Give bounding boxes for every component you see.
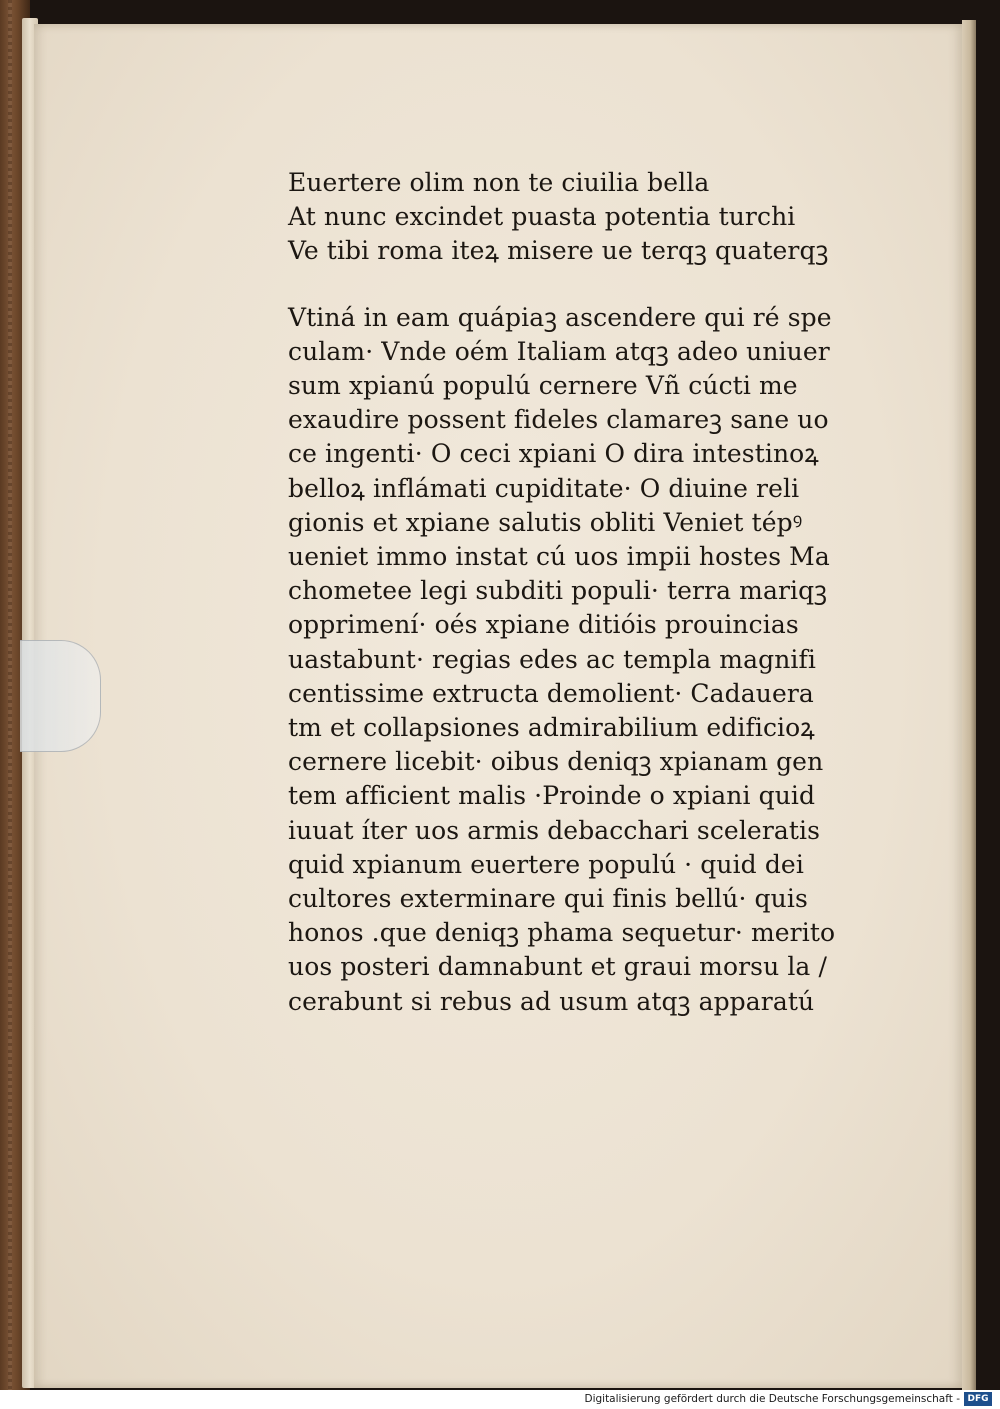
verse-line: Euertere olim non te ciuilia bella <box>288 168 710 197</box>
page-right-edge <box>962 20 976 1392</box>
prose-line: culam· Vnde oém Italiam atqꝫ adeo uniuer <box>288 336 830 366</box>
prose-paragraph <box>288 301 858 1019</box>
verse-line: At nunc excindet puasta potentia turchi <box>288 202 796 232</box>
prose-line: tem afficient malis ·Proinde o xpiani quid <box>288 781 816 811</box>
prose-line: gionis et xpiane salutis obliti Veniet tépꝰ <box>288 507 803 537</box>
prose-line: tm et collapsiones admirabilium edificioꝝ <box>288 713 815 743</box>
page-text <box>288 166 858 1019</box>
prose-line: cernere licebit· oibus deniqꝫ xpianam gen <box>288 747 824 777</box>
prose-line: cerabunt si rebus ad usum atqꝫ apparatú <box>288 986 815 1016</box>
prose-line: Vtiná in eam quápiaꝫ ascendere qui ré spe <box>288 302 832 332</box>
prose-line: opprimení· oés xpiane ditióis prouincias <box>288 610 799 640</box>
prose-line: uastabunt· regias edes ac templa magnifi <box>288 644 816 674</box>
funding-credit: Digitalisierung gefördert durch die Deutsche Forschungsgemeinschaft - <box>584 1393 960 1405</box>
prose-line: cultores exterminare qui finis bellú· quis <box>288 884 808 914</box>
prose-line: uos posteri damnabunt et graui morsu la / <box>288 952 828 982</box>
prose-line: belloꝝ inflámati cupiditate· O diuine reli <box>288 473 800 503</box>
prose-line: chometee legi subditi populi· terra mariqꝫ <box>288 576 828 606</box>
prose-line: quid xpianum euertere populú · quid dei <box>288 849 804 879</box>
prose-line: iuuat íter uos armis debacchari sceleratis <box>288 815 821 845</box>
attribution-footer <box>0 1390 1000 1409</box>
prose-line: ueniet immo instat cú uos impii hostes Ma <box>288 542 830 572</box>
prose-line: exaudire possent fideles clamareꝫ sane uo <box>288 405 829 435</box>
verse-line: Ve tibi roma iteꝝ misere ue terqꝫ quaterqꝫ <box>288 236 829 266</box>
dfg-logo: DFG <box>964 1392 992 1406</box>
verse-group <box>288 166 858 269</box>
plastic-page-clip <box>20 640 101 752</box>
prose-line: honos .que deniqꝫ phama sequetur· merito <box>288 918 836 948</box>
prose-line: ce ingenti· O ceci xpiani O dira intestinoꝝ <box>288 439 819 469</box>
prose-line: sum xpianú populú cernere Vñ cúcti me <box>288 371 798 401</box>
prose-line: centissime extructa demolient· Cadauera <box>288 678 814 708</box>
